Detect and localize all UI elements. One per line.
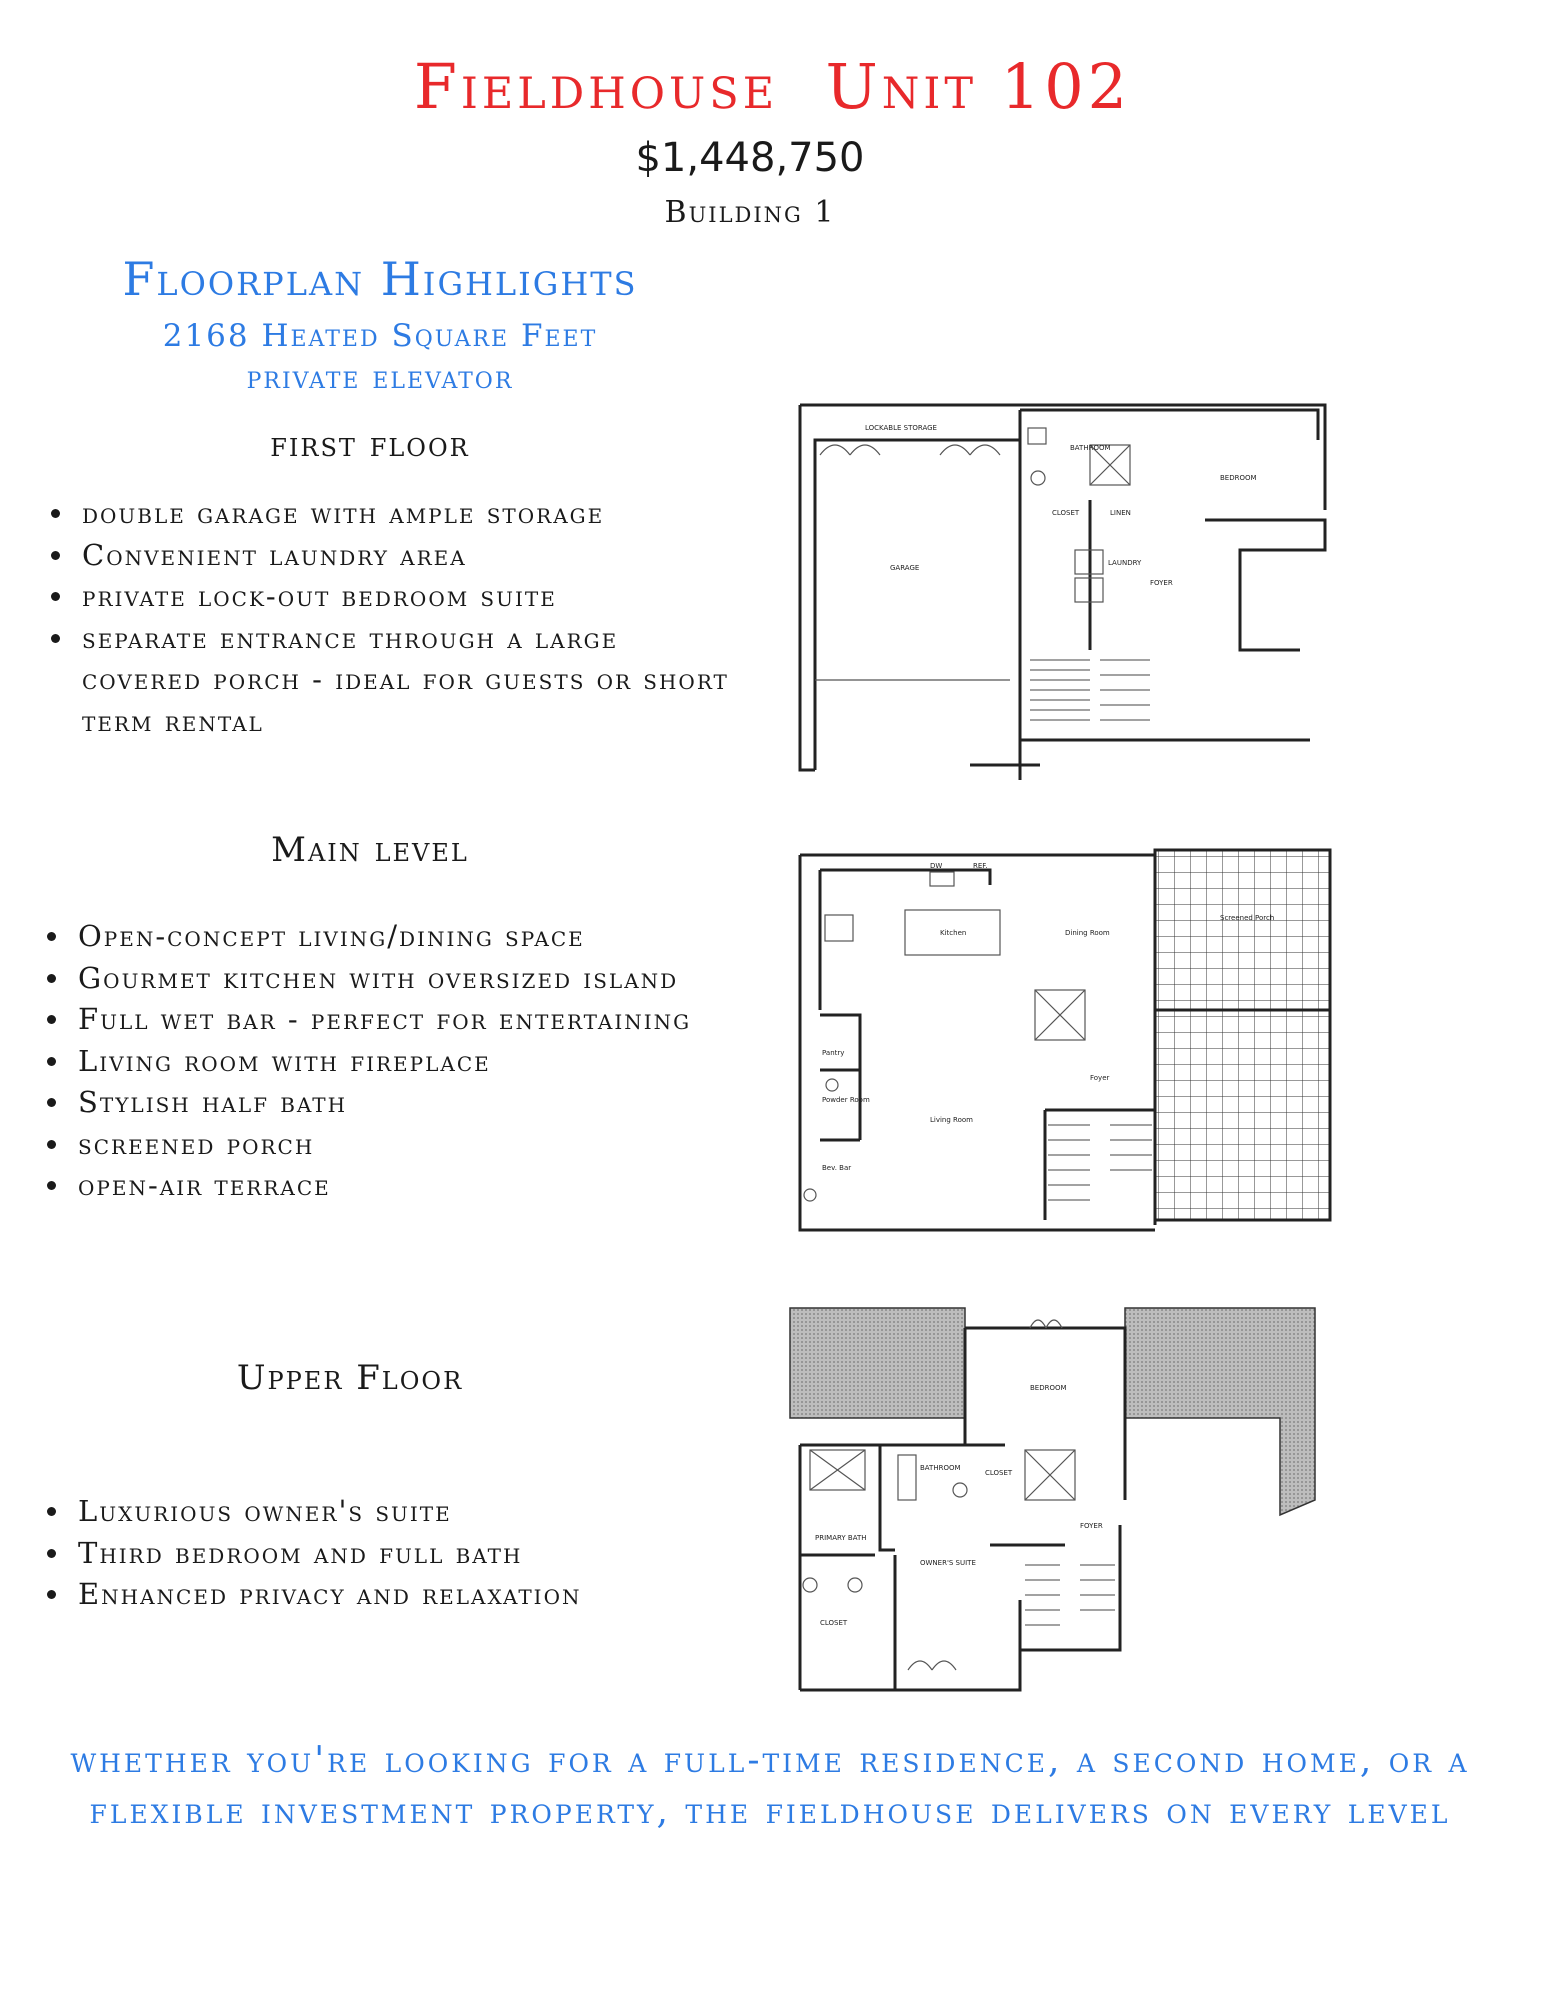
plan-label-dining: Dining Room — [1065, 929, 1110, 937]
plan-label-powder: Powder Room — [822, 1096, 870, 1104]
plan-label-bathroom: BATHROOM — [920, 1464, 961, 1472]
list-item: • screened porch — [72, 1124, 800, 1166]
first-floor-heading: first floor — [270, 425, 470, 465]
list-item: • Living room with fireplace — [72, 1041, 800, 1083]
plan-label-porch: Screened Porch — [1220, 914, 1275, 922]
list-item: • separate entrance through a large covered porch - ideal for guests or short term rental — [76, 618, 736, 743]
upper-floor-list — [38, 1491, 772, 1616]
plan-label-closet2: CLOSET — [820, 1619, 848, 1627]
first-floor-list — [42, 493, 736, 742]
plan-label-laundry: LAUNDRY — [1108, 559, 1142, 567]
elevator-note: private elevator — [246, 360, 514, 396]
list-item: • Open-concept living/dining space — [72, 916, 800, 958]
square-footage: 2168 Heated Square Feet — [162, 318, 598, 354]
list-item: • Stylish half bath — [72, 1082, 800, 1124]
highlights-title: Floorplan Highlights — [122, 252, 638, 306]
plan-label-foyer: FOYER — [1080, 1522, 1103, 1530]
price: $1,448,750 — [635, 135, 865, 181]
main-level-plan — [790, 840, 1340, 1240]
plan-label-living: Living Room — [930, 1116, 973, 1124]
plan-label-ref: REF. — [973, 862, 988, 870]
closing-statement: whether you're looking for a full-time residence, a second home, or a flexible investment property, the fieldhouse delivers on every level — [70, 1740, 1470, 1832]
plan-label-kitchen: Kitchen — [940, 929, 967, 937]
list-item: • open-air terrace — [72, 1165, 800, 1207]
main-level-list — [38, 916, 800, 1207]
list-item: • Convenient laundry area — [76, 535, 736, 577]
list-item: • double garage with ample storage — [76, 493, 736, 535]
plan-label-bedroom: BEDROOM — [1220, 474, 1257, 482]
list-item: • Luxurious owner's suite — [72, 1491, 772, 1533]
building-label: Building 1 — [664, 195, 836, 230]
plan-label-pantry: Pantry — [822, 1049, 845, 1057]
plan-label-linen: LINEN — [1110, 509, 1131, 517]
plan-label-closet: CLOSET — [985, 1469, 1013, 1477]
plan-label-bathroom: BATHROOM — [1070, 444, 1111, 452]
plan-label-owners-suite: OWNER'S SUITE — [920, 1559, 976, 1567]
plan-label-primary-bath: PRIMARY BATH — [815, 1534, 867, 1542]
list-item: • Third bedroom and full bath — [72, 1533, 772, 1575]
plan-label-garage: GARAGE — [890, 564, 920, 572]
plan-label-foyer: Foyer — [1090, 1074, 1110, 1082]
upper-floor-plan — [780, 1300, 1330, 1700]
plan-label-storage: LOCKABLE STORAGE — [865, 424, 937, 432]
list-item: • Gourmet kitchen with oversized island — [72, 958, 800, 1000]
plan-label-bar: Bev. Bar — [822, 1164, 852, 1172]
page-title: Fieldhouse Unit 102 — [413, 50, 1132, 123]
list-item: • private lock-out bedroom suite — [76, 576, 736, 618]
list-item: • Enhanced privacy and relaxation — [72, 1574, 772, 1616]
list-item: • Full wet bar - perfect for entertaining — [72, 999, 800, 1041]
plan-label-closet: CLOSET — [1052, 509, 1080, 517]
plan-label-bedroom: BEDROOM — [1030, 1384, 1067, 1392]
plan-label-dw: DW — [930, 862, 943, 870]
upper-floor-heading: Upper Floor — [236, 1358, 464, 1398]
plan-label-foyer: FOYER — [1150, 579, 1173, 587]
first-floor-plan — [790, 400, 1340, 780]
main-level-heading: Main level — [271, 830, 469, 870]
